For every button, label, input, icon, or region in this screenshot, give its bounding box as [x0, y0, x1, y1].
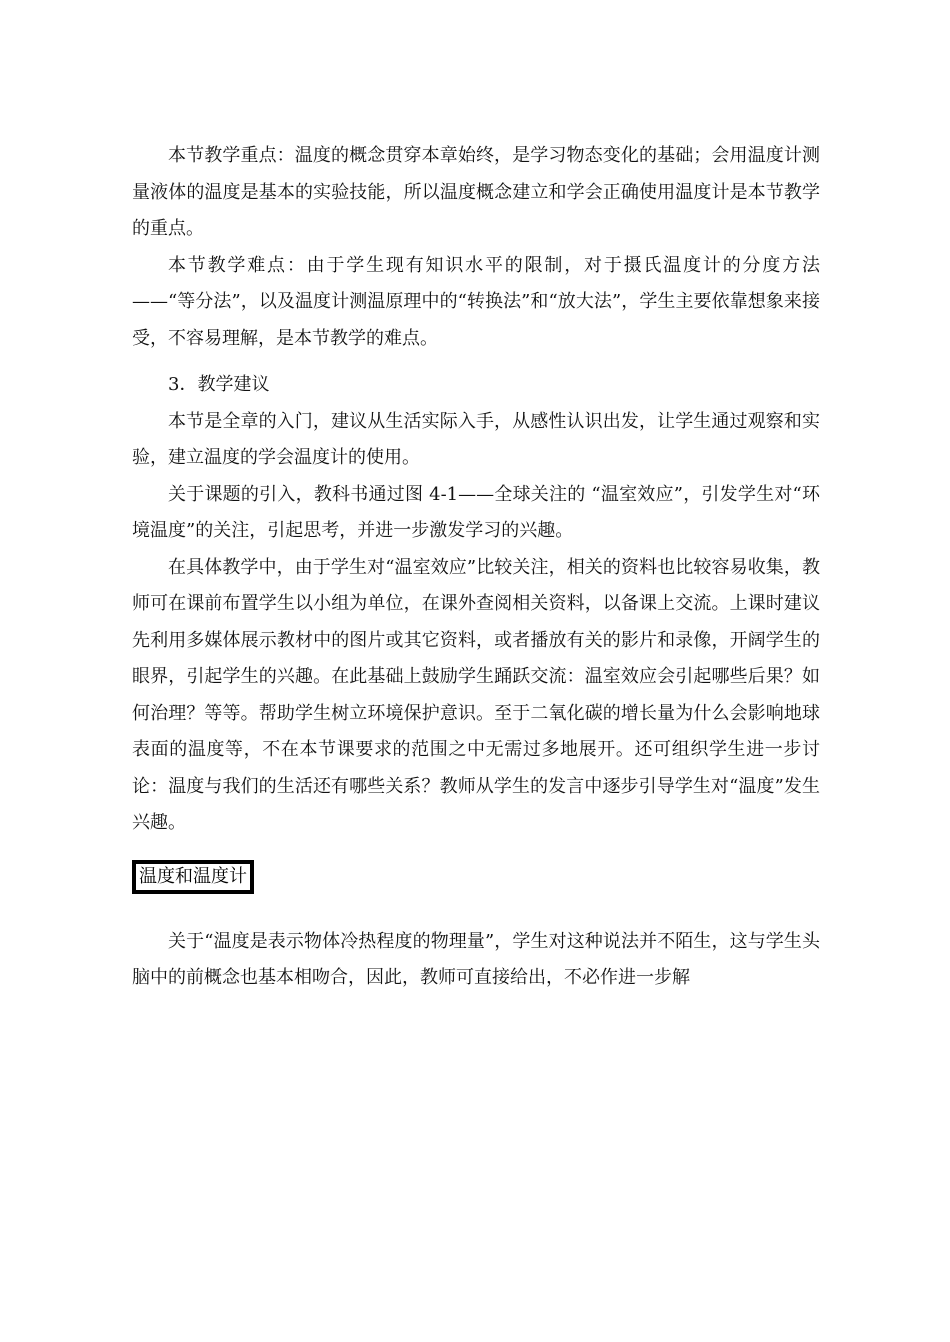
paragraph-teaching-difficulty: 本节教学难点：由于学生现有知识水平的限制，对于摄氏温度计的分度方法——“等分法”，以及温度计测温原理中的“转换法”和“放大法”，学生主要依靠想象来接受，不容易理解，是本节教学的难点。	[132, 254, 820, 349]
paragraph-teaching-focus: 本节教学重点：温度的概念贯穿本章始终，是学习物态变化的基础；会用温度计测量液体的温度是基本的实验技能，所以温度概念建立和学会正确使用温度计是本节教学的重点。	[132, 145, 820, 239]
paragraph-specific-teaching: 在具体教学中，由于学生对“温室效应”比较关注，相关的资料也比较容易收集，教师可在课前布置学生以小组为单位，在课外查阅相关资料，以备课上交流。上课时建议先利用多媒体展示教材中的图片或其它资料，或者播放有关的影片和录像，开阔学生的眼界，引起学生的兴趣。在此基础上鼓励学生踊跃交流：温室效应会引起哪些后果？如何治理？等等。帮助学生树立环境保护意识。至于二氧化碳的增长量为什么会影响地球表面的温度等，不在本节课要求的范围之中无需过多地展开。还可组织学生进一步讨论：温度与我们的生活还有哪些关系？教师从学生的发言中逐步引导学生对“温度”发生兴趣。	[132, 556, 820, 833]
spacer	[132, 357, 820, 367]
section-title-teaching-suggestions: 3．教学建议	[168, 374, 270, 395]
document-body	[132, 138, 820, 997]
paragraph-topic-introduction: 关于课题的引入，教科书通过图 4-1——全球关注的 “温室效应”，引发学生对“环境温度”的关注，引起思考，并进一步激发学习的兴趣。	[132, 483, 820, 541]
boxed-heading-temperature-thermometer	[132, 860, 254, 894]
spacer	[132, 842, 820, 860]
paragraph-temperature-definition: 关于“温度是表示物体冷热程度的物理量”，学生对这种说法并不陌生，这与学生头脑中的前概念也基本相吻合，因此，教师可直接给出，不必作进一步解	[132, 930, 820, 988]
paragraph-suggestion-intro: 本节是全章的入门，建议从生活实际入手，从感性认识出发，让学生通过观察和实验，建立温度的学会温度计的使用。	[132, 410, 820, 468]
boxed-heading-label: 温度和温度计	[136, 864, 250, 890]
spacer	[132, 894, 820, 924]
